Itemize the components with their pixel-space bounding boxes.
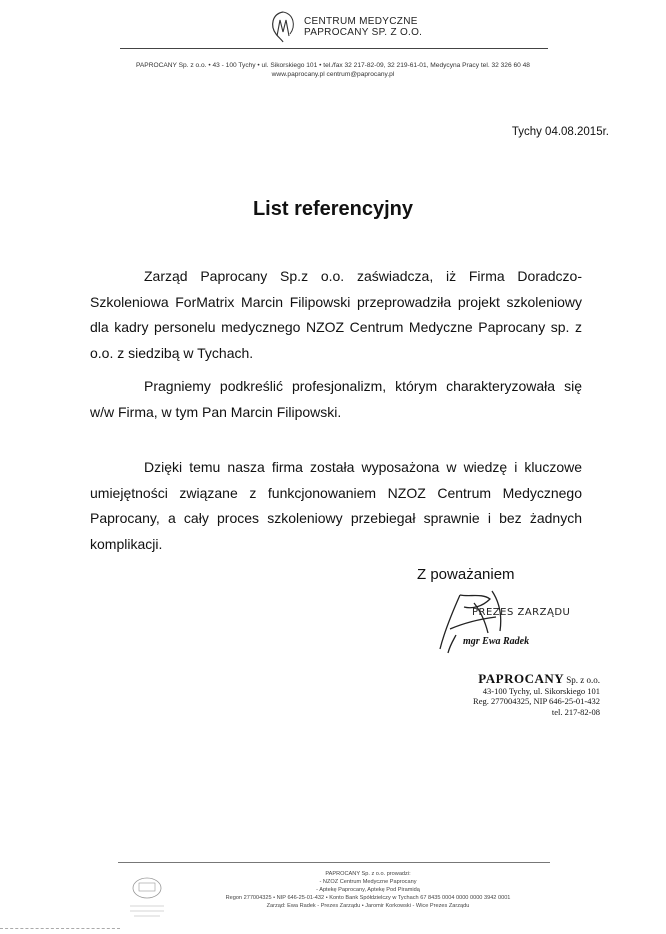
footer-line-4: Regon 277004325 • NIP 646-25-01-432 • Konto Bank Spółdzielczy w Tychach 67 8435 0004 0000 0000 3942 0001: [225, 895, 511, 901]
logo-line-2: PAPROCANY SP. Z O.O.: [304, 27, 423, 38]
footer-line-1: PAPROCANY Sp. z o.o. prowadzi:: [325, 871, 411, 877]
body-paragraph-3: Dzięki temu nasza firma została wyposażona w wiedzę i kluczowe umiejętności związane z funkcjonowaniem NZOZ Centrum Medycznego Paprocany, a cały proces szkoleniowy przebiegał sprawnie i bez żadnych komplikacji.: [90, 459, 582, 552]
handwritten-signature-icon: [430, 583, 580, 663]
closing-phrase: Z poważaniem: [417, 566, 515, 583]
body-paragraph-2: Pragniemy podkreślić profesjonalizm, którym charakteryzowała się w/w Firma, w tym Pan Marcin Filipowski.: [90, 378, 582, 420]
contact-line-1: PAPROCANY Sp. z o.o. • 43 - 100 Tychy • ul. Sikorskiego 101 • tel./fax 32 217-82-09, 32 219-61-01, Medycyna Pracy tel. 32 326 60 48: [136, 62, 530, 69]
clinic-logo-text: [304, 16, 422, 38]
stamp-name: mgr Ewa Radek: [463, 636, 530, 647]
company-tel: tel. 217-82-08: [551, 706, 600, 717]
company-stamp: [420, 671, 600, 717]
letter-date: Tychy 04.08.2015r.: [511, 126, 609, 138]
logo-line-1: CENTRUM MEDYCZNE: [304, 16, 418, 27]
company-reg: Reg. 277004325, NIP 646-25-01-432: [473, 696, 600, 706]
header-contact: [0, 61, 666, 79]
header-divider: [120, 48, 548, 49]
company-address: 43-100 Tychy, ul. Sikorskiego 101: [482, 685, 600, 696]
company-name: PAPROCANY: [478, 671, 565, 686]
footer-divider: [118, 862, 550, 863]
footer-line-5: Zarząd: Ewa Radek - Prezes Zarządu • Jaromir Korkowski - Wice Prezes Zarządu: [266, 903, 470, 909]
footer-line-3: - Aptekę Paprocany, Aptekę Pod Piramidą: [316, 887, 420, 893]
footer-line-2: - NZOZ Centrum Medyczne Paprocany: [319, 879, 417, 885]
stamp-role: PREZES ZARZĄDU: [472, 607, 571, 618]
body-paragraph-1: Zarząd Paprocany Sp.z o.o. zaświadcza, iż Firma Doradczo-Szkoleniowa ForMatrix Marcin Filipowski przeprowadziła projekt szkoleniowy dla kadry personelu medycznego NZOZ Centrum Medyczne Paprocany sp. z o.o. z siedzibą w Tychach.: [90, 268, 582, 361]
clinic-logo-icon: [268, 10, 298, 44]
company-suffix: Sp. z o.o.: [566, 675, 600, 685]
contact-line-2: www.paprocany.pl centrum@paprocany.pl: [271, 71, 395, 78]
letter-title: List referencyjny: [252, 198, 414, 220]
certification-seal-icon: [126, 870, 168, 922]
company-name-line: [420, 671, 600, 686]
footer-text: [168, 870, 568, 910]
scan-edge-mark: [0, 928, 120, 929]
